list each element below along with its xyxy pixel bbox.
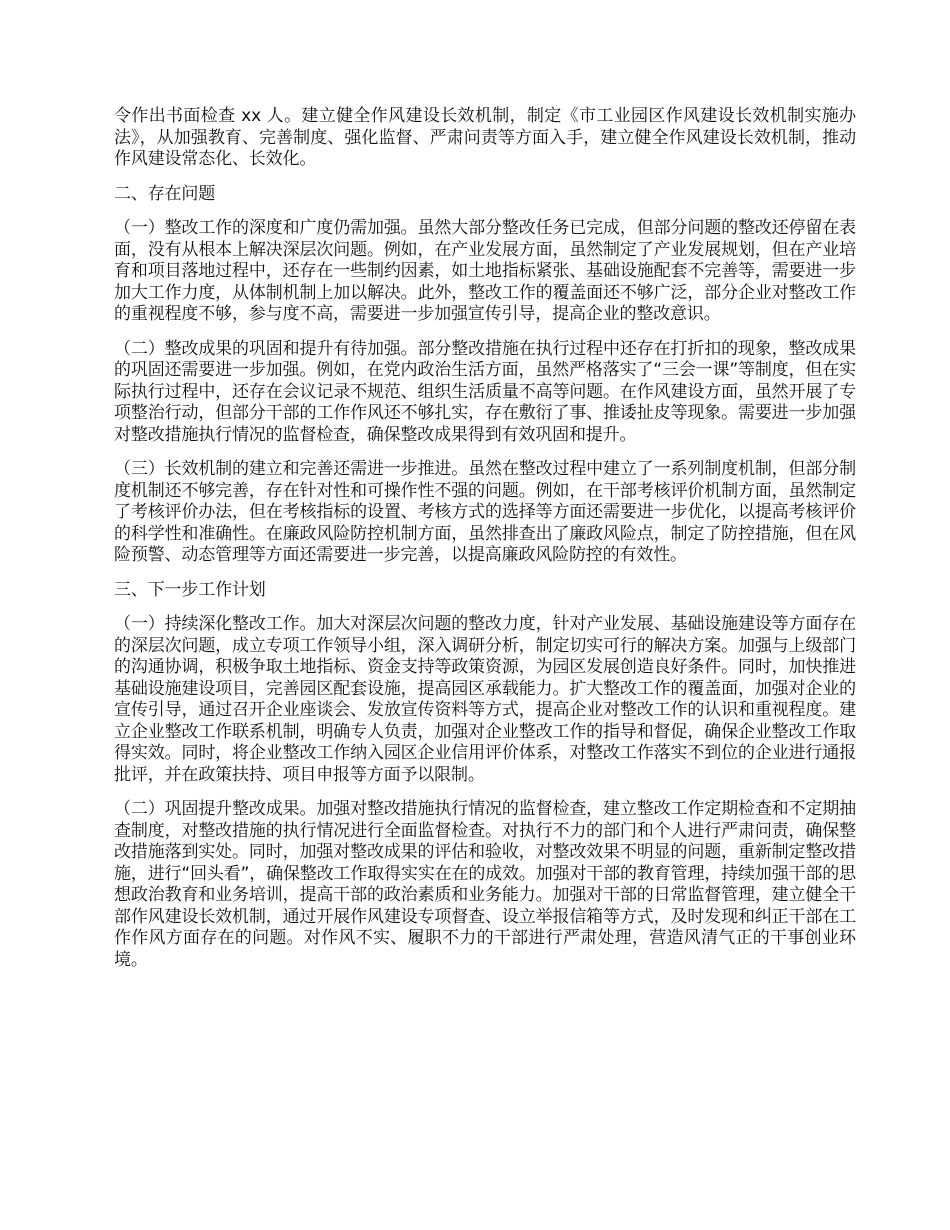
paragraph-plan-1: （一）持续深化整改工作。加大对深层次问题的整改力度，针对产业发展、基础设施建设等方面存在的深层次问题，成立专项工作领导小组，深入调研分析，制定切实可行的解决方案。加强与上级部门的沟通协调，积极争取土地指标、资金支持等政策资源，为园区发展创造良好条件。同时，加快推进基础设施建设项目，完善园区配套设施，提高园区承载能力。扩大整改工作的覆盖面，加强对企业的宣传引导，通过召开企业座谈会、发放宣传资料等方式，提高企业对整改工作的认识和重视程度。建立企业整改工作联系机制，明确专人负责，加强对企业整改工作的指导和督促，确保企业整改工作取得实效。同时，将企业整改工作纳入园区企业信用评价体系，对整改工作落实不到位的企业进行通报批评，并在政策扶持、项目申报等方面予以限制。 xyxy=(114,614,856,785)
document-page xyxy=(114,106,856,984)
paragraph-plan-2: （二）巩固提升整改成果。加强对整改措施执行情况的监督检查，建立整改工作定期检查和不定期抽查制度，对整改措施的执行情况进行全面监督检查。对执行不力的部门和个人进行严肃问责，确保整改措施落到实处。同时，加强对整改成果的评估和验收，对整改效果不明显的问题，重新制定整改措施，进行“回头看”，确保整改工作取得实实在在的成效。加强对干部的教育管理，持续加强干部的思想政治教育和业务培训，提高干部的政治素质和业务能力。加强对干部的日常监督管理，建立健全干部作风建设长效机制，通过开展作风建设专项督查、设立举报信箱等方式，及时发现和纠正干部在工作作风方面存在的问题。对作风不实、履职不力的干部进行严肃处理，营造风清气正的干事创业环境。 xyxy=(114,799,856,970)
paragraph-problem-2: （二）整改成果的巩固和提升有待加强。部分整改措施在执行过程中还存在打折扣的现象，整改成果的巩固还需要进一步加强。例如，在党内政治生活方面，虽然严格落实了“三会一课”等制度，但在实际执行过程中，还存在会议记录不规范、组织生活质量不高等问题。在作风建设方面，虽然开展了专项整治行动，但部分干部的工作作风还不够扎实，存在敷衍了事、推诿扯皮等现象。需要进一步加强对整改措施执行情况的监督检查，确保整改成果得到有效巩固和提升。 xyxy=(114,338,856,445)
paragraph-problem-1: （一）整改工作的深度和广度仍需加强。虽然大部分整改任务已完成，但部分问题的整改还停留在表面，没有从根本上解决深层次问题。例如，在产业发展方面，虽然制定了产业发展规划，但在产业培育和项目落地过程中，还存在一些制约因素，如土地指标紧张、基础设施配套不完善等，需要进一步加大工作力度，从体制机制上加以解决。此外，整改工作的覆盖面还不够广泛，部分企业对整改工作的重视程度不够，参与度不高，需要进一步加强宣传引导，提高企业的整改意识。 xyxy=(114,218,856,324)
section-heading-next-steps: 三、下一步工作计划 xyxy=(114,579,266,600)
paragraph-problem-3: （三）长效机制的建立和完善还需进一步推进。虽然在整改过程中建立了一系列制度机制，但部分制度机制还不够完善，存在针对性和可操作性不强的问题。例如，在干部考核评价机制方面，虽然制定了考核评价办法，但在考核指标的设置、考核方式的选择等方面还需要进一步优化，以提高考核评价的科学性和准确性。在廉政风险防控机制方面，虽然排查出了廉政风险点，制定了防控措施，但在风险预警、动态管理等方面还需要进一步完善，以提高廉政风险防控的有效性。 xyxy=(114,459,856,565)
section-heading-problems: 二、存在问题 xyxy=(114,183,216,204)
paragraph-intro: 令作出书面检查 xx 人。建立健全作风建设长效机制，制定《市工业园区作风建设长效机制实施办法》，从加强教育、完善制度、强化监督、严肃问责等方面入手，建立健全作风建设长效机制，推动作风建设常态化、长效化。 xyxy=(114,106,856,169)
